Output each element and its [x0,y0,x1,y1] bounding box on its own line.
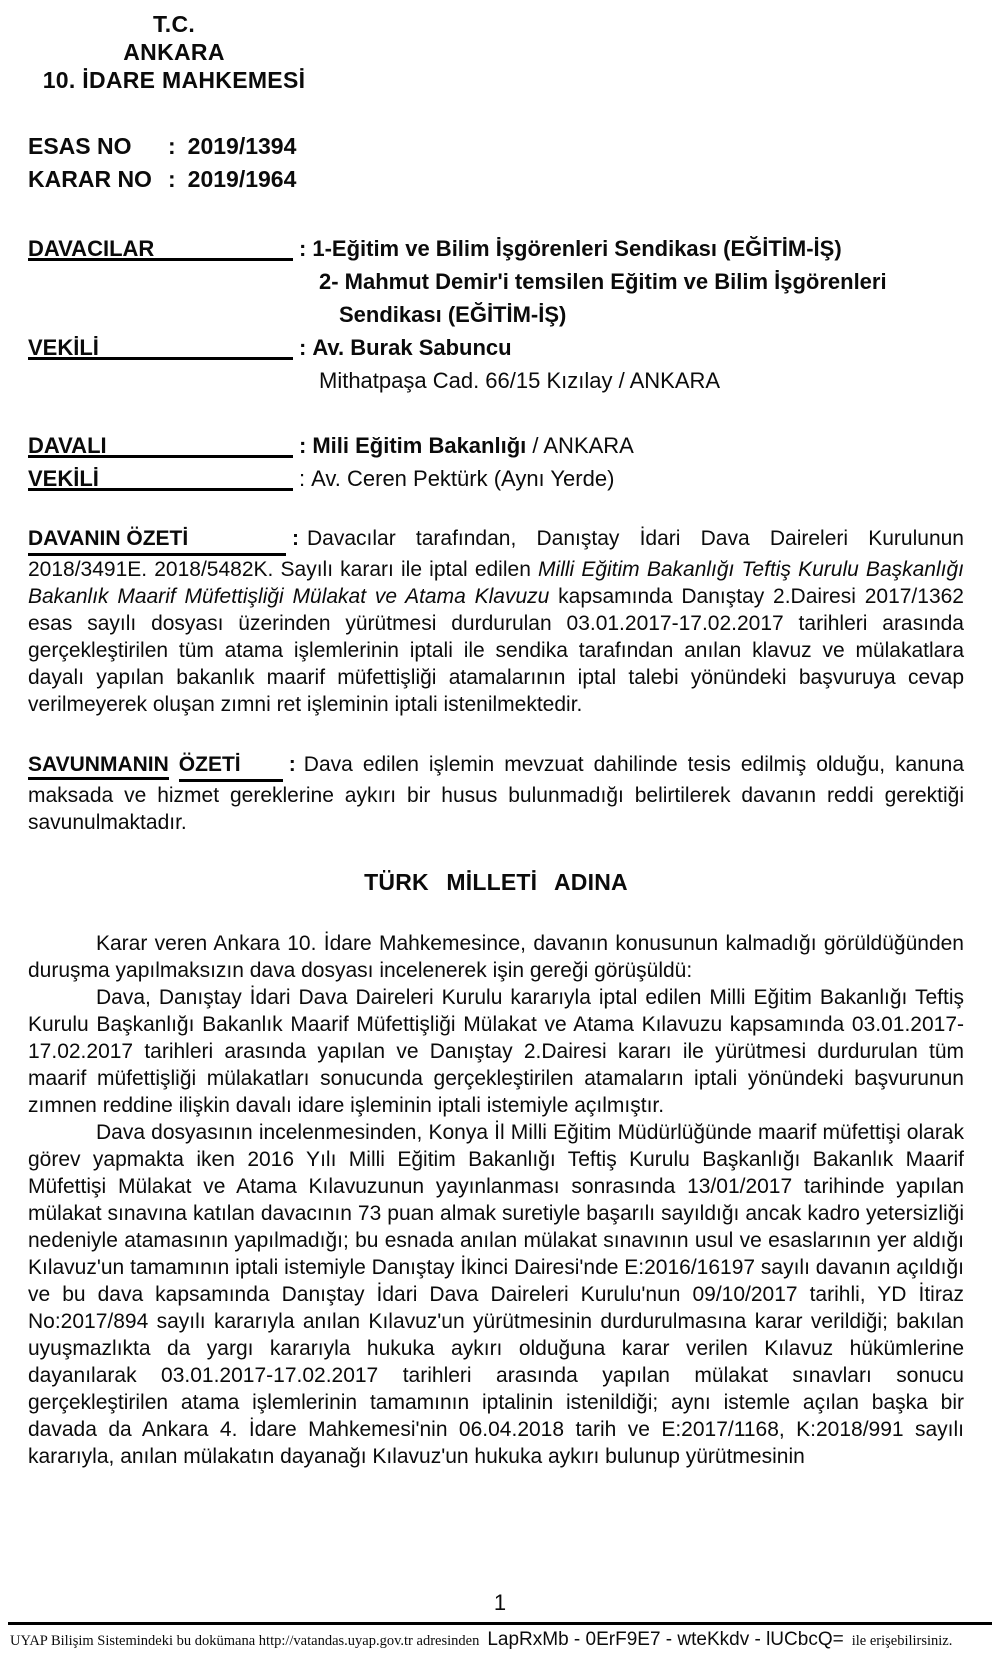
defense-summary-paragraph [28,751,964,836]
page-number: 1 [493,1590,507,1615]
plaintiff-1: : 1-Eğitim ve Bilim İşgörenleri Sendikası (EĞİTİM-İŞ) [299,236,842,261]
karar-no-row [28,163,964,196]
plaintiffs-row [28,232,964,331]
defense-summary-label-word1: SAVUNMANIN [28,753,169,780]
case-file-review-paragraph: Dava dosyasının incelenmesinden, Konya İl Milli Eğitim Müdürlüğünde maarif müfettişi olarak görev yapmakta iken 2016 Yılı Milli Eğitim Bakanlığı Teftiş Kurulu Başkanlığı Bakanlık Maarif Müfettişi Mülakat ve Atama Kılavuzunun yayınlanması sonrasında 13/01/2017 tarihinde yapılan mülakat sınavına katılan davacının 73 puan almak suretiyle başarılı sayıldığı ancak kadro yetersizliği nedeniyle atamasının yapılmadığı; bu esnada anılan mülakat sınavının usul ve esaslarının yer aldığı Kılavuz'un tamamının iptali istemiyle Danıştay İkinci Dairesi'nde E:2016/16197 sayılı davanın açıldığı ve bu dava kapsamında Danıştay İdari Dava Daireleri Kurulu'nun 09/10/2017 tarihli, YD İtiraz No:2017/894 sayılı kararıyla anılan Kılavuz'un yürütmesinin durdurulmasına karar verildiği; bakılan uyuşmazlıkta da yargı kararıyla hukuka aykırı olduğuna karar verilen Kılavuz hükümlerine dayanılarak 03.01.2017-17.02.2017 tarihleri arasında yapılan mülakat sınavları sonucu gerçekleştirilen atama işlemlerinin tamamının iptalinin istenildiği; aynı istemle açılan başka bir davada da Ankara 4. İdare Mahkemesi'nin 06.04.2018 tarih ve E:2017/1168, K:2018/991 sayılı kararıyla, anılan mülakatın dayanağı Kılavuz'un hukuka aykırı bulunup yürütmesinin [28,1121,965,1468]
karar-no-colon: : [168,166,176,192]
republic-label: T.C. [152,11,196,37]
esas-no-colon: : [168,133,176,159]
case-numbers [28,130,964,196]
defendant-row [28,429,964,462]
defendant-name: : Mili Eğitim Bakanlığı / ANKARA [299,433,634,458]
defendant-attorney-label: VEKİLİ [28,462,293,491]
city-label: ANKARA [123,39,225,65]
plaintiffs-attorney-address: Mithatpaşa Cad. 66/15 Kızılay / ANKARA [319,368,721,393]
plaintiffs-label: DAVACILAR [28,232,293,261]
case-summary-label: DAVANIN ÖZETİ [28,525,286,556]
case-summary-colon: : [292,527,299,550]
court-header [28,10,320,94]
karar-no-label: KARAR NO [28,166,152,192]
section-spacer [28,397,964,429]
parties-section [28,232,964,495]
plaintiffs-attorney-name: : Av. Burak Sabuncu [299,335,512,360]
case-summary-text-1: Davacılar tarafından, Danıştay İdari Dava Daireleri Kurulunun 2018/3491E. 2018/5482K. Sayılı kararı ile iptal edilen [28,527,964,581]
defendant-attorney-name: : Av. Ceren Pektürk (Aynı Yerde) [299,466,615,491]
plaintiffs-attorney-label: VEKİLİ [28,331,293,360]
court-name: 10. İDARE MAHKEMESİ [42,67,306,93]
karar-no-value: 2019/1964 [187,166,297,192]
case-summary-text-2: kapsamında Danıştay 2.Dairesi 2017/1362 esas sayılı dosyası üzerinden yürütmesi durdurulan 03.01.2017-17.02.2017 tarihleri arasında gerçekleştirilen tüm atama işlemlerinin iptali ile sendika tarafından anılan klavuz ve mülakatlara dayalı yapılan bakanlık maarif müfettişliği atamalarının iptal talebi yönündeki başvuruya cevap verilmeyerek oluşan zımni ret işleminin iptali istenilmektedir. [28,585,964,716]
case-subject-paragraph: Dava, Danıştay İdari Dava Daireleri Kurulu kararıyla iptal edilen Milli Eğitim Bakanlığı Teftiş Kurulu Başkanlığı Bakanlık Maarif Müfettişliği Mülakat ve Atama Kılavuzu kapsamında 03.01.2017-17.02.2017 tarihleri arasında yapılan ve Danıştay 2.Dairesi kararı ile yürütmesi durdurulan tüm maarif müfettişliği mülakatları sonucunda gerçekleştirilen atamaların iptali yönündeki başvurunun zımnen reddine ilişkin davalı idare işleminin iptali istemiyle açılmıştır. [28,986,964,1117]
esas-no-row [28,130,964,163]
plaintiff-2-cont: Sendikası (EĞİTİM-İŞ) [339,302,567,327]
plaintiffs-attorney-row [28,331,964,397]
footer-divider [8,1622,992,1625]
case-summary-guide-title: Milli Eğitim Bakanlığı Teftiş Kurulu Başkanlığı Bakanlık Maarif Müfettişliği Mülakat ve Atama Klavuzu [28,558,964,608]
case-summary-paragraph [28,525,964,718]
uyap-access-prefix: UYAP Bilişim Sistemindeki bu dokümana http://vatandas.uyap.gov.tr adresinden [10,1633,480,1649]
defendant-attorney-row [28,462,964,495]
defense-summary-text: Dava edilen işlemin mevzuat dahilinde tesis edilmiş olduğu, kanuna maksada ve hizmet gereklerine aykırı bir husus bulunmadığı belirtilerek davanın reddi gerektiği savunulmaktadır. [28,753,964,834]
decision-intro-paragraph: Karar veren Ankara 10. İdare Mahkemesince, davanın konusunun kalmadığı görüldüğünden duruşma yapılmaksızın dava dosyası incelenerek işin gereği görüşüldü: [28,932,964,982]
plaintiff-2: 2- Mahmut Demir'i temsilen Eğitim ve Bilim İşgörenleri [319,269,887,294]
defense-summary-label-word2: ÖZETİ [179,751,283,782]
uyap-footer [10,1629,994,1651]
uyap-access-suffix: ile erişebilirsiniz. [851,1633,953,1649]
turkish-nation-heading: TÜRK MİLLETİ ADINA [364,869,628,895]
defense-summary-colon: : [288,753,296,776]
esas-no-value: 2019/1394 [187,133,297,159]
defendant-label: DAVALI [28,429,293,458]
uyap-access-code: LapRxMb - 0ErF9E7 - wteKkdv - lUCbcQ= [487,1629,844,1650]
esas-no-label: ESAS NO [28,133,132,159]
